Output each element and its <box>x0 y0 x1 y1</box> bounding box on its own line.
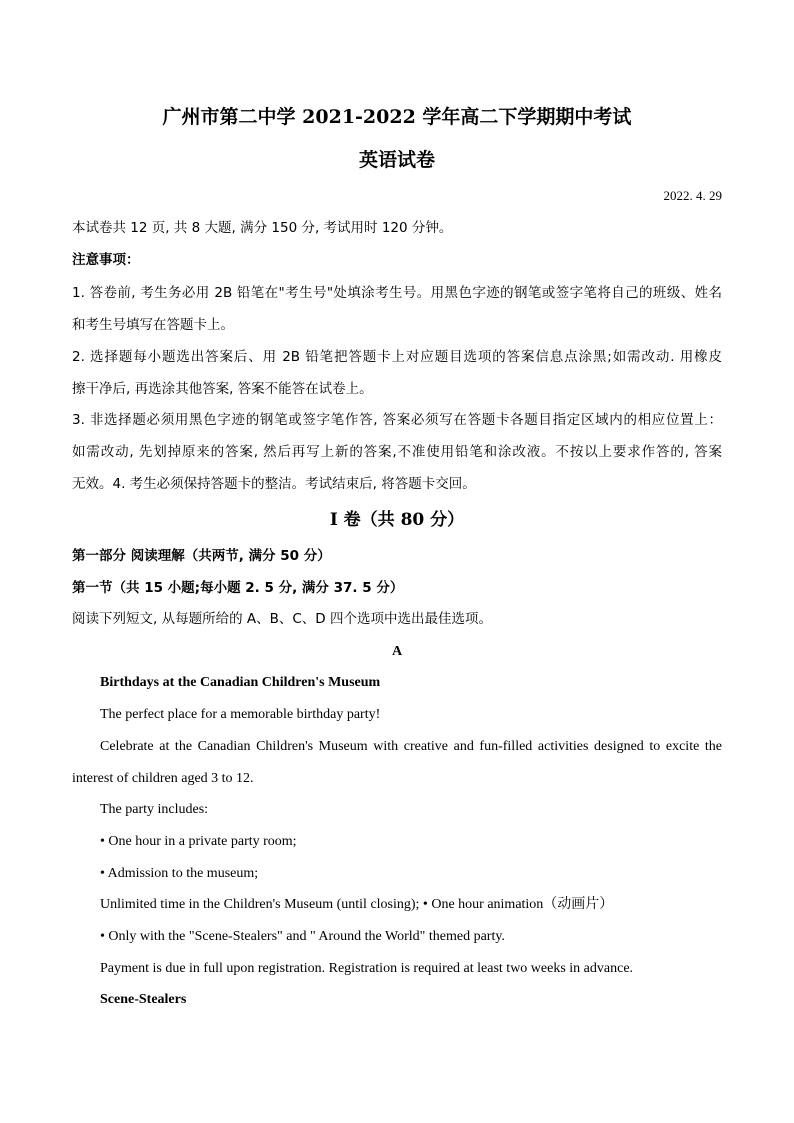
section-one-heading: 第一节（共 15 小题;每小题 2. 5 分, 满分 37. 5 分） <box>72 580 404 596</box>
section-title: I 卷（共 80 分） <box>329 510 465 530</box>
passage-line: The perfect place for a memorable birthday party! <box>100 707 381 722</box>
exam-subtitle: 英语试卷 <box>358 149 435 171</box>
list-item: • Admission to the museum; <box>100 866 259 881</box>
passage-line: Payment is due in full upon registration. Registration is required at least two weeks in advance. <box>100 961 634 976</box>
note-line: 3. 非选择题必须用黑色字迹的钢笔或签字笔作答, 答案必须写在答题卡各题目指定区域内的相应位置上： <box>72 412 722 428</box>
note-line: 和考生号填写在答题卡上。 <box>72 317 234 333</box>
exam-date: 2022. 4. 29 <box>663 188 722 203</box>
passage-subheading: Scene-Stealers <box>100 992 187 1007</box>
passage-label: A <box>391 644 403 659</box>
list-item: • Only with the "Scene-Stealers" and " Around the World" themed party. <box>100 929 505 944</box>
passage-heading: Birthdays at the Canadian Children's Museum <box>100 675 381 690</box>
note-line: 擦干净后, 再选涂其他答案, 答案不能答在试卷上。 <box>72 381 373 397</box>
passage-line: The party includes: <box>100 802 209 817</box>
note-line: 2. 选择题每小题选出答案后、用 2B 铅笔把答题卡上对应题目选项的答案信息点涂黑;如需改动. 用橡皮 <box>72 349 722 365</box>
passage-line: Celebrate at the Canadian Children's Museum with creative and fun-filled activities designed to excite the <box>100 739 722 754</box>
note-line: 无效。4. 考生必须保持答题卡的整洁。考试结束后, 将答题卡交回。 <box>72 476 476 492</box>
intro-text: 本试卷共 12 页, 共 8 大题, 满分 150 分, 考试用时 120 分钟。 <box>72 220 453 236</box>
note-line: 1. 答卷前, 考生务必用 2B 铅笔在"考生号"处填涂考生号。用黑色字迹的钢笔或签字笔将自己的班级、姓名 <box>72 285 722 301</box>
exam-title: 广州市第二中学 2021-2022 学年高二下学期期中考试 <box>162 106 632 128</box>
list-item: • One hour in a private party room; <box>100 834 297 849</box>
passage-line: Unlimited time in the Children's Museum (until closing); • One hour animation（动画片） <box>100 897 614 912</box>
passage-line: interest of children aged 3 to 12. <box>72 771 254 786</box>
instruction-text: 阅读下列短文, 从每题所给的 A、B、C、D 四个选项中选出最佳选项。 <box>72 611 492 627</box>
part-one-heading: 第一部分 阅读理解（共两节, 满分 50 分） <box>72 548 331 564</box>
note-line: 如需改动, 先划掉原来的答案, 然后再写上新的答案,不准使用铅笔和涂改液。不按以上要求作答的, 答案 <box>72 444 722 460</box>
notes-heading: 注意事项： <box>72 252 140 268</box>
